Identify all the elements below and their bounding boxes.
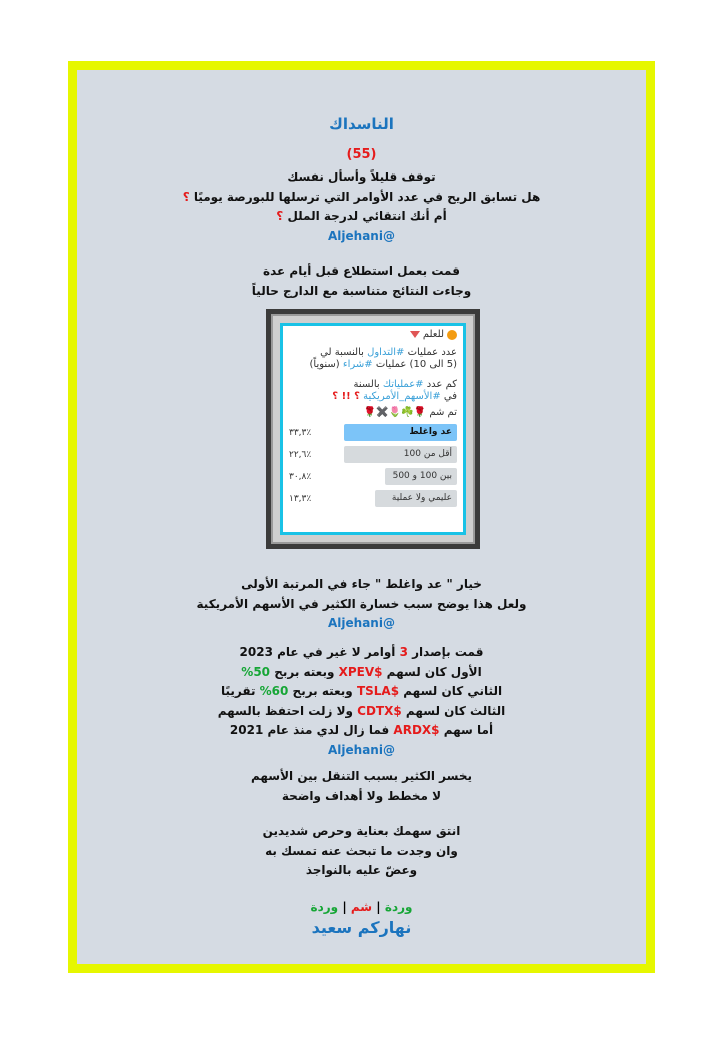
author-handle[interactable]: @Aljehani (328, 616, 395, 630)
ticker: $XPEV (338, 664, 383, 679)
poll-option-percent: ٣٣,٣٪ (289, 427, 312, 438)
poll-card (280, 323, 466, 535)
advice-line: انتق سهمك بعناية وحرص شديدين (262, 824, 461, 838)
advice-block-1 (77, 767, 646, 806)
advice-line: لا مخطط ولا أهداف واضحة (281, 788, 442, 803)
survey-line: وجاءت النتائج متناسبة مع الدارج حالياً (251, 283, 472, 298)
poll-option-bar: عليمي ولا عملية (375, 490, 457, 507)
author-handle[interactable]: @Aljehani (328, 228, 395, 243)
poll-question-2b: في #الأسهم_الأمريكية ؟ !! ؟ (332, 391, 457, 402)
poll-option (289, 446, 457, 463)
ticker: $CDTX (357, 703, 402, 718)
intro-line: توقف قليلاً وأسأل نفسك (287, 170, 436, 184)
poll-question-1: عدد عمليات #التداول بالنسبة لي (320, 347, 457, 358)
poll-option (289, 468, 457, 485)
result-line: ولعل هذا يوضح سبب خسارة الكثير في الأسهم الأمريكية (196, 596, 527, 611)
footer-words: وردة | شم | وردة (310, 900, 413, 914)
poll-footer: تم شم 🌹☘️🌷✖️🌹 (363, 407, 457, 418)
orders-line: الثالث كان لسهم $CDTX ولا زلت احتفظ بالسهم (217, 703, 506, 718)
orders-line: قمت بإصدار 3 أوامر لا غير في عام 2023 (239, 645, 484, 659)
poll-header: للعلم (289, 329, 457, 340)
survey-block (77, 262, 646, 301)
advice-line: وعضّ عليه بالنواجذ (305, 863, 418, 877)
advice-block-2 (77, 822, 646, 881)
result-block (77, 575, 646, 634)
poll-question-2: كم عدد #عملياتك بالسنة (353, 379, 457, 390)
poll-option (289, 490, 457, 507)
ticker: $ARDX (393, 723, 440, 737)
orange-circle-icon (447, 330, 457, 340)
ticker: $TSLA (356, 684, 400, 698)
poll-option (289, 424, 457, 441)
red-triangle-icon (410, 331, 420, 338)
flower-icons: 🌹☘️🌷✖️🌹 (363, 407, 427, 418)
poll-option-percent: ٢٢,٦٪ (289, 449, 312, 460)
sign-off: نهاركم سعيد (311, 918, 412, 937)
orders-line: الأول كان لسهم $XPEV وبعته بربح 50% (241, 664, 482, 679)
intro-line: أم أنك انتقائي لدرجة الملل ؟ (276, 209, 447, 223)
survey-line: قمت بعمل استطلاع قبل أيام عدة (263, 264, 460, 278)
content-frame (68, 61, 655, 973)
orders-block (77, 643, 646, 760)
poll-option-bar: بين 100 و 500 (385, 468, 457, 485)
intro-block (77, 168, 646, 246)
poll-option-percent: ١٣,٣٪ (289, 493, 312, 504)
poll-option-percent: ٣٠,٨٪ (289, 471, 312, 482)
post-number: (55) (346, 147, 377, 162)
result-line: خيار " عد واغلط " جاء في المرتبة الأولى (241, 577, 482, 591)
page-title: الناسداك (329, 115, 394, 133)
author-handle[interactable]: @Aljehani (328, 742, 395, 757)
orders-line: أما سهم $ARDX فما زال لدي منذ عام 2021 (229, 723, 494, 737)
poll-image (266, 309, 480, 549)
poll-option-bar: أقل من 100 (344, 446, 457, 463)
advice-line: وان وجدت ما تبحث عنه تمسك به (265, 843, 458, 858)
poll-question-1b: (5 الى 10) عمليات #شراء (سنوياً) (309, 359, 457, 370)
advice-line: يخسر الكثير بسبب التنقل بين الأسهم (250, 769, 473, 783)
intro-line: هل تسابق الريح في عدد الأوامر التي ترسلها للبورصة يوميًا ؟ (182, 189, 541, 204)
orders-line: الثاني كان لسهم $TSLA وبعته بربح 60% تقريبًا (220, 684, 503, 698)
poll-option-bar: عد واغلط (344, 424, 457, 441)
